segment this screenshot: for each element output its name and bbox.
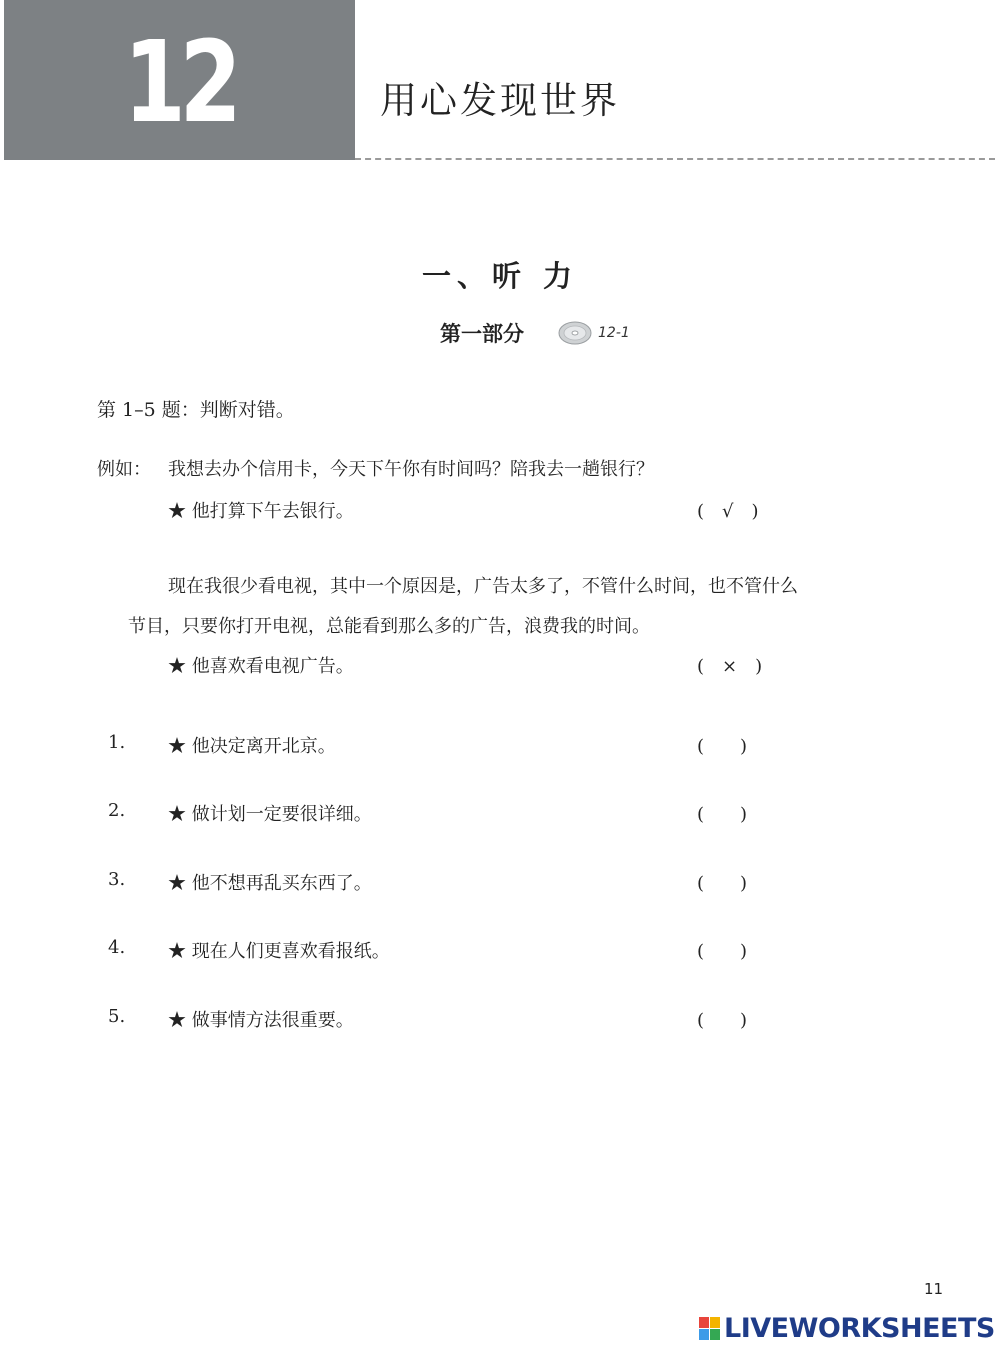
answer-box[interactable]: ( )	[697, 873, 748, 894]
chapter-title: 用心发现世界	[380, 79, 620, 122]
answer-box[interactable]: ( )	[697, 941, 748, 962]
answer-box[interactable]: ( )	[697, 804, 748, 825]
question-statement: ★ 做计划一定要很详细。	[168, 804, 372, 825]
example2-line1: 现在我很少看电视，其中一个原因是，广告太多了，不管什么时间，也不管什么	[168, 576, 798, 597]
example-statement: ★ 他打算下午去银行。	[168, 501, 354, 522]
question-number: 4.	[108, 937, 126, 958]
liveworksheets-logo-icon	[698, 1316, 722, 1342]
example2-line2: 节目，只要你打开电视，总能看到那么多的广告，浪费我的时间。	[128, 616, 650, 637]
instruction: 第 1–5 题：判断对错。	[97, 399, 295, 421]
example2-statement: ★ 他喜欢看电视广告。	[168, 656, 354, 677]
example-answer: ( √ )	[697, 501, 759, 522]
audio-track-code: 12-1	[598, 325, 630, 341]
section-title: 一、听 力	[421, 259, 579, 293]
question-statement: ★ 做事情方法很重要。	[168, 1010, 354, 1031]
question-number: 1.	[108, 732, 126, 753]
chapter-number: 12	[123, 18, 236, 148]
part-title: 第一部分	[440, 321, 524, 346]
question-statement: ★ 他决定离开北京。	[168, 736, 336, 757]
part-heading	[440, 318, 630, 348]
question-number: 2.	[108, 800, 126, 821]
brand-name: LIVEWORKSHEETS	[724, 1313, 995, 1344]
page-number: 11	[924, 1280, 944, 1298]
chapter-header-block	[4, 0, 355, 160]
question-statement: ★ 现在人们更喜欢看报纸。	[168, 941, 390, 962]
answer-box[interactable]: ( )	[697, 1010, 748, 1031]
question-number: 5.	[108, 1006, 126, 1027]
answer-box[interactable]: ( )	[697, 736, 748, 757]
example-dialogue: 我想去办个信用卡，今天下午你有时间吗？陪我去一趟银行？	[168, 459, 654, 480]
example-label: 例如：	[97, 459, 151, 480]
header-divider	[355, 158, 995, 160]
example2-answer: ( × )	[697, 656, 763, 677]
question-number: 3.	[108, 869, 126, 890]
audio-cd-icon[interactable]	[558, 320, 592, 346]
liveworksheets-brand[interactable]	[698, 1313, 995, 1344]
question-statement: ★ 他不想再乱买东西了。	[168, 873, 372, 894]
